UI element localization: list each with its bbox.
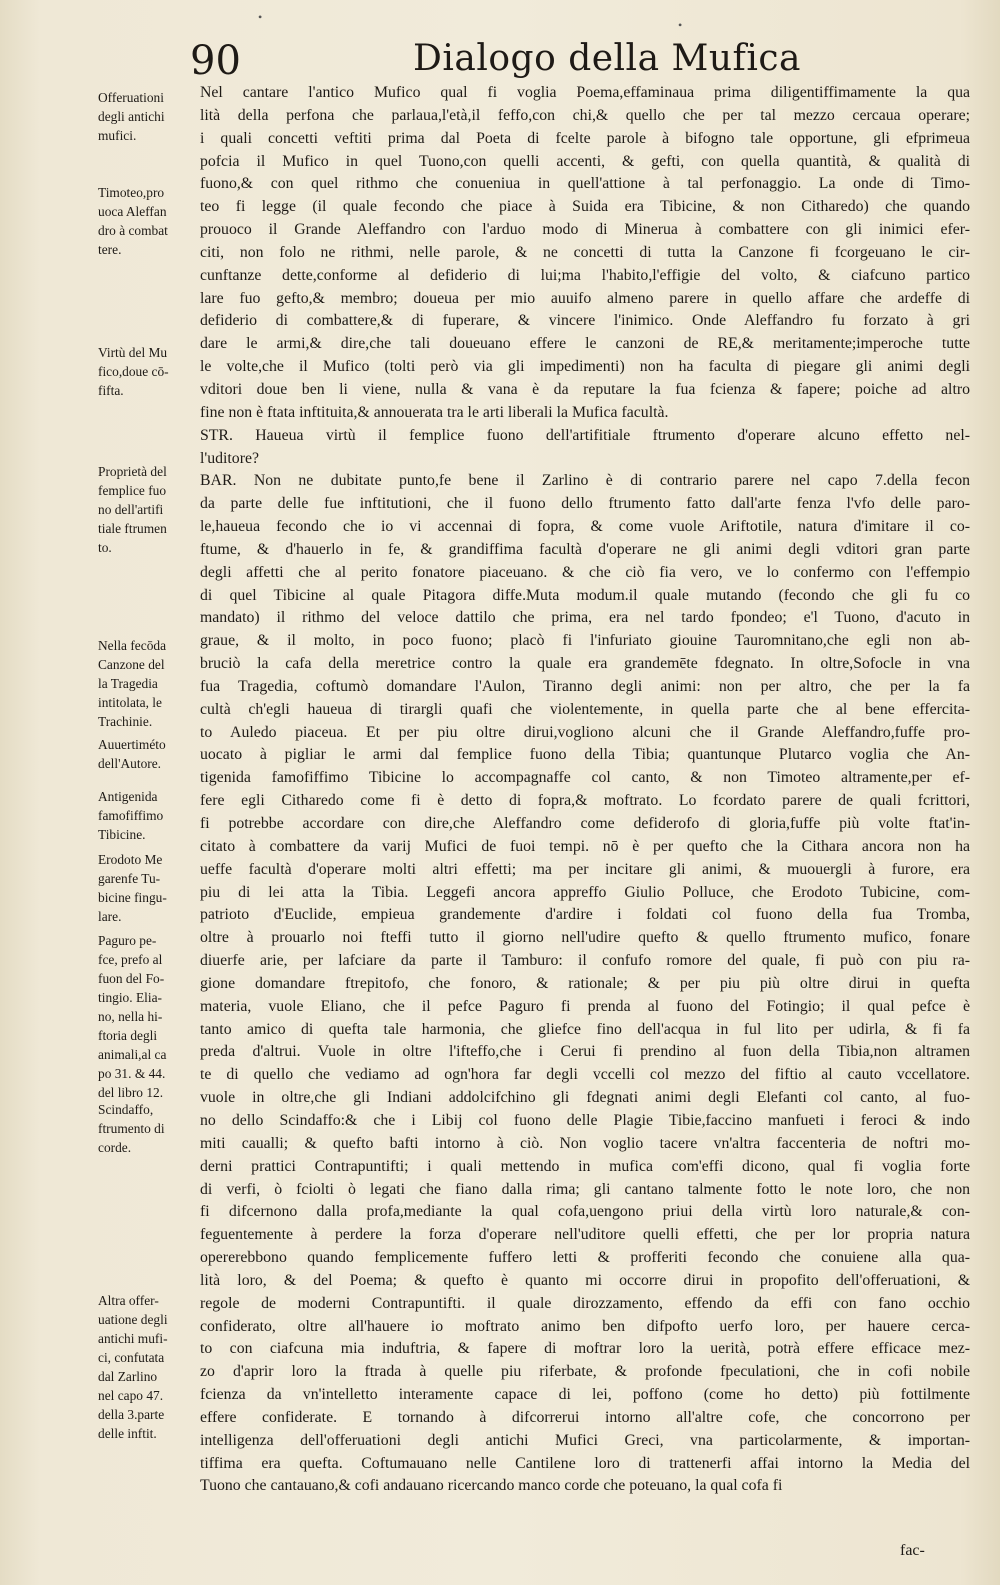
marginal-note: Virtù del Mu fico,doue cō- fifta. — [98, 345, 169, 398]
print-mark: • — [258, 10, 263, 24]
text-line: degli affetti che al perito fonatore piaceuano. & che ciò fia vero, ve lo confermo con l'effempio — [200, 563, 970, 581]
marginal-note: Nella fecōda Canzone del la Tragedia intitolata, le Trachinie. — [98, 638, 167, 729]
text-line: intelligenza dell'offeruationi degli antichi Mufici Greci, vna particolarmente, & importan- — [200, 1431, 970, 1449]
text-line: regole de moderni Contrapuntifti. il quale dirozzamento, effendo da effi con fano occhio — [200, 1294, 970, 1312]
text-line: bruciò la cafa della meretrice contro la quale era grandemēte fdegnato. In oltre,Sofocle in vna — [200, 655, 970, 673]
text-line: materia, vuole Eliano, che il pefce Paguro fi prenda al fuono del Fotingio; il qual pefce è — [200, 997, 970, 1015]
text-line: l'uditore? — [200, 449, 259, 467]
text-line: te di quello che vediamo ad ogn'hora far degli vccelli col mezzo del fiftio al cauto vccellatore. — [200, 1066, 970, 1084]
text-line: confiderato, oltre all'hauere io moftrato animo ben difpofto uerfo loro, per hauere cerca- — [200, 1317, 970, 1335]
text-line: lità della perfona che parlaua,l'età,il feffo,con chi,& quello che per tal mezzo cercaua operare; — [200, 106, 970, 124]
text-line: di quel Tibicine al quale Pitagora diffe.Muta modum.il quale mutando (fecondo che gli fu co — [200, 586, 970, 604]
text-line: fi potrebbe accordare con dire,che Aleffandro come defiderofo di gloria,fuffe più volte ftat'in- — [200, 815, 970, 832]
marginal-note: Offeruationi degli antichi mufici. — [98, 90, 165, 143]
text-line: teo fi legge (il quale fecondo che piace à Suida era Tibicine, & non Citharedo) che quando — [200, 198, 970, 216]
text-line: uocato à pigliar le armi dal femplice fuono della Tibia; quantunque Plutarco voglia che An- — [200, 746, 970, 764]
text-line: to con ciafcuna mia induftria, & fapere di moftrar loro la uerità, potrà effere efficace mez- — [200, 1340, 970, 1358]
text-line: defiderio di combattere,& di fuperare, & vincere l'inimico. Onde Aleffandro fu forzato à gri — [200, 312, 970, 330]
text-line: zo d'aprir loro la ftrada à quelle piu riferbate, & profonde fpeculationi, che in cofi nobile — [200, 1363, 970, 1381]
text-line: da parte delle fue inftitutioni, che il fuono dello ftrumento fatto dall'arte fenza l'vfo delle paro- — [200, 495, 970, 513]
text-line: fua Tragedia, coftumò domandare l'Aulon, Tiranno degli animi: non per altro, che per la fa — [200, 677, 970, 695]
text-line: piu di lei atta la Tibia. Leggefi ancora appreffo Giulio Polluce, che Erodoto Tubicine, com- — [200, 883, 970, 901]
text-line: di verfi, ò fciolti ò legati che fiano dalla rima; gli cantano talmente fotto le note loro, che non — [200, 1180, 970, 1198]
text-line: cunftanze dette,conforme al defiderio di lui;ma l'habito,l'effigie del volto, & ciafcuno partico — [200, 266, 970, 284]
text-line: graue, & il molto, in poco fuono; placò fi l'infuriato giouine Tauromnitano,che egli non ab- — [200, 632, 970, 650]
text-line: citato à combattere da varij Mufici de fuoi tempi. nō è per quefto che la Cithara ancora non ha — [200, 837, 970, 855]
catchword: fac- — [900, 1542, 925, 1559]
text-line: no dello Scindaffo:& che i Libij col fuono delle Plagie Tibie,faccino manfueti i feroci & indo — [200, 1111, 970, 1129]
text-line: le volte,che il Mufico (tolti però via gli impedimenti) non ha faculta di piegare gli animi degli — [200, 358, 970, 376]
text-line: BAR. Non ne dubitate punto,fe bene il Zarlino è di contrario parere nel capo 7.della fecon — [200, 472, 970, 490]
text-line: STR. Haueua virtù il femplice fuono dell'artifitiale ftrumento d'operare alcuno effetto nel- — [200, 426, 970, 444]
text-line: ftume, & d'hauerlo in fe, & grandiffima facultà d'operare ne gli animi degli vditori gran parte — [200, 540, 970, 558]
text-line: citi, non folo ne rithmi, nelle parole, & ne concetti di tutta la Canzone fi fcorgeuano le cir- — [200, 243, 970, 261]
page-number: 90 — [190, 38, 241, 84]
text-line: effere confiderate. E tornando à difcorrerui intorno all'altre cofe, che concorrono per — [200, 1408, 970, 1426]
marginal-note: Altra offer- uatione degli antichi mufi- ci, confutata dal Zarlino nel capo 47. della 3.parte delle inftit. — [98, 1293, 168, 1441]
text-line: cultà ch'egli haueua di tirargli quafi che violentemente, in quella parte che al bene effercita- — [200, 700, 970, 718]
text-line: prouoco il Grande Aleffandro con l'arduo modo di Minerua à combattere con gli inimici efer- — [200, 221, 970, 239]
text-line: tanto amico di quefta tale harmonia, che gliefce fino dell'acqua in ful lito per udirla, & fi fa — [200, 1020, 970, 1038]
text-line: Nel cantare l'antico Mufico qual fi voglia Poema,effaminaua prima diligentiffimamente la qua — [200, 84, 970, 101]
text-line: preda d'altrui. Vuole in oltre l'ifteffo,che i Cerui fi prendino al fuon della Tibia,non altramen — [200, 1043, 970, 1061]
text-line: opererebbono quando femplicemente fuffero letti & profferiti fecondo che conuiene alla qua- — [200, 1249, 970, 1267]
text-line: fi difcernono dalla profa,mediante la qual cofa,uengono priui della virtù loro naturale,& con- — [200, 1203, 970, 1221]
text-line: tiffima era quefta. Coftumauano nelle Cantilene loro di trattenerfi affai intorno la Media del — [200, 1454, 970, 1472]
marginal-note: Erodoto Me garenfe Tu- bicine fingu- lare. — [98, 852, 167, 924]
marginal-note: Paguro pe- fce, prefo al fuon del Fo- tingio. Elia- no, nella hi- ftoria degli animali,al ca po 31. & 44. del libro 12. — [98, 933, 167, 1100]
text-line: fcienza da vn'intelletto interamente capace di lei, poffono (come ho detto) più fottilmente — [200, 1386, 970, 1404]
text-line: le,haueua fecondo che io vi accennai di fopra, & come vuole Ariftotile, natura d'imitare il co- — [200, 518, 970, 536]
text-line: patrioto d'Euclide, empieua grandemente d'ardire i foldati col fuono della fua Tromba, — [200, 906, 970, 924]
text-line: vditori doue ben li viene, nulla & vana è da reputare la fua fcienza & fapere; poiche ad altro — [200, 380, 970, 398]
text-line: fere egli Citharedo come fi è detto di fopra,& moftrato. Lo fcordato parere de quali fcrittori, — [200, 792, 970, 810]
text-line: gione domandare ftrepitofo, che fonoro, & rationale; & per piu più oltre dirui in quefta — [200, 974, 970, 992]
text-line: ueffe facultà d'operare molti altri effetti; ma per incitare gli animi, & muouergli à furore, era — [200, 860, 970, 878]
text-line: fine non è ftata inftituita,& annouerata tra le arti liberali la Mufica facultà. — [200, 403, 669, 421]
text-line: diuerfe arie, per lafciare da parte il Tamburo: il confufo romore del quale, fi può con piu ra- — [200, 952, 970, 970]
text-line: lare fuo gefto,& membro; doueua per mio auuifo almeno parere in quello affare che ardeffe di — [200, 289, 970, 307]
text-line: derni prattici Contrapuntifti; i quali mettendo in mufica com'effi dicono, qual fi voglia forte — [200, 1157, 970, 1175]
text-line: fuono,& con quel rithmo che conueniua in quell'attione à tal perfonaggio. La onde di Timo- — [200, 175, 970, 193]
text-line: mandato) il rithmo del veloce dattilo che prima, era nel tardo fpondeo; e'l Tuono, d'acuto in — [200, 609, 970, 627]
text-line: tigenida famofiffimo Tibicine lo accompagnaffe col canto, & non Timoteo altramente,per ef- — [200, 769, 970, 787]
marginal-note: Timoteo,pro uoca Aleffan dro à combat tere. — [98, 185, 168, 257]
marginal-note: Scindaffo, ftrumento di corde. — [98, 1102, 165, 1155]
text-line: miti caualli; & quefto bafti intorno à ciò. Non voglio tacere vn'altra faccenteria de noftri mo- — [200, 1134, 970, 1152]
text-line: lità loro, & del Poema; & quefto è quanto mi occorre dirui in propofito dell'offeruationi, & — [200, 1271, 970, 1289]
text-line: oltre à prouarlo noi fteffi tutto il giorno nell'udire quefto & quello ftrumento mufico, fonare — [200, 929, 970, 947]
body-text — [200, 82, 970, 1498]
running-title: Dialogo della Mufica — [413, 38, 801, 79]
print-mark: • — [678, 18, 683, 32]
text-line: i quali concetti veftiti prima dal Poeta di fcelte parole à bifogno tale opportune, gli efprimeua — [200, 129, 970, 147]
marginal-note: Proprietà del femplice fuo no dell'artifi tiale ftrumen to. — [98, 464, 167, 555]
text-line: pofcia il Mufico in quel Tuono,con quelli accenti, & gefti, con quella quantità, & qualità di — [200, 152, 970, 170]
marginal-note: Antigenida famofiffimo Tibicine. — [98, 789, 164, 842]
text-line: Tuono che cantauano,& cofi andauano ricercando manco corde che poteuano, la qual cofa fi — [200, 1477, 783, 1495]
text-line: feguentemente à perdere la forza d'operare nell'uditore quelli effetti, che per lor propria natura — [200, 1226, 970, 1244]
text-line: dare le armi,& dire,che tali doueuano effere le canzoni de RE,& meritamente;imperoche tutte — [200, 335, 970, 353]
text-line: vuole in oltre,che gli Indiani addolcifchino gli fdegnati animi degli Elefanti col canto, al fuo- — [200, 1089, 970, 1107]
text-line: to Auledo piaceua. Et per piu oltre dirui,vogliono alcuni che il Grande Aleffandro,fuffe pro- — [200, 723, 970, 741]
marginal-note: Auuertiméto dell'Autore. — [98, 737, 166, 771]
